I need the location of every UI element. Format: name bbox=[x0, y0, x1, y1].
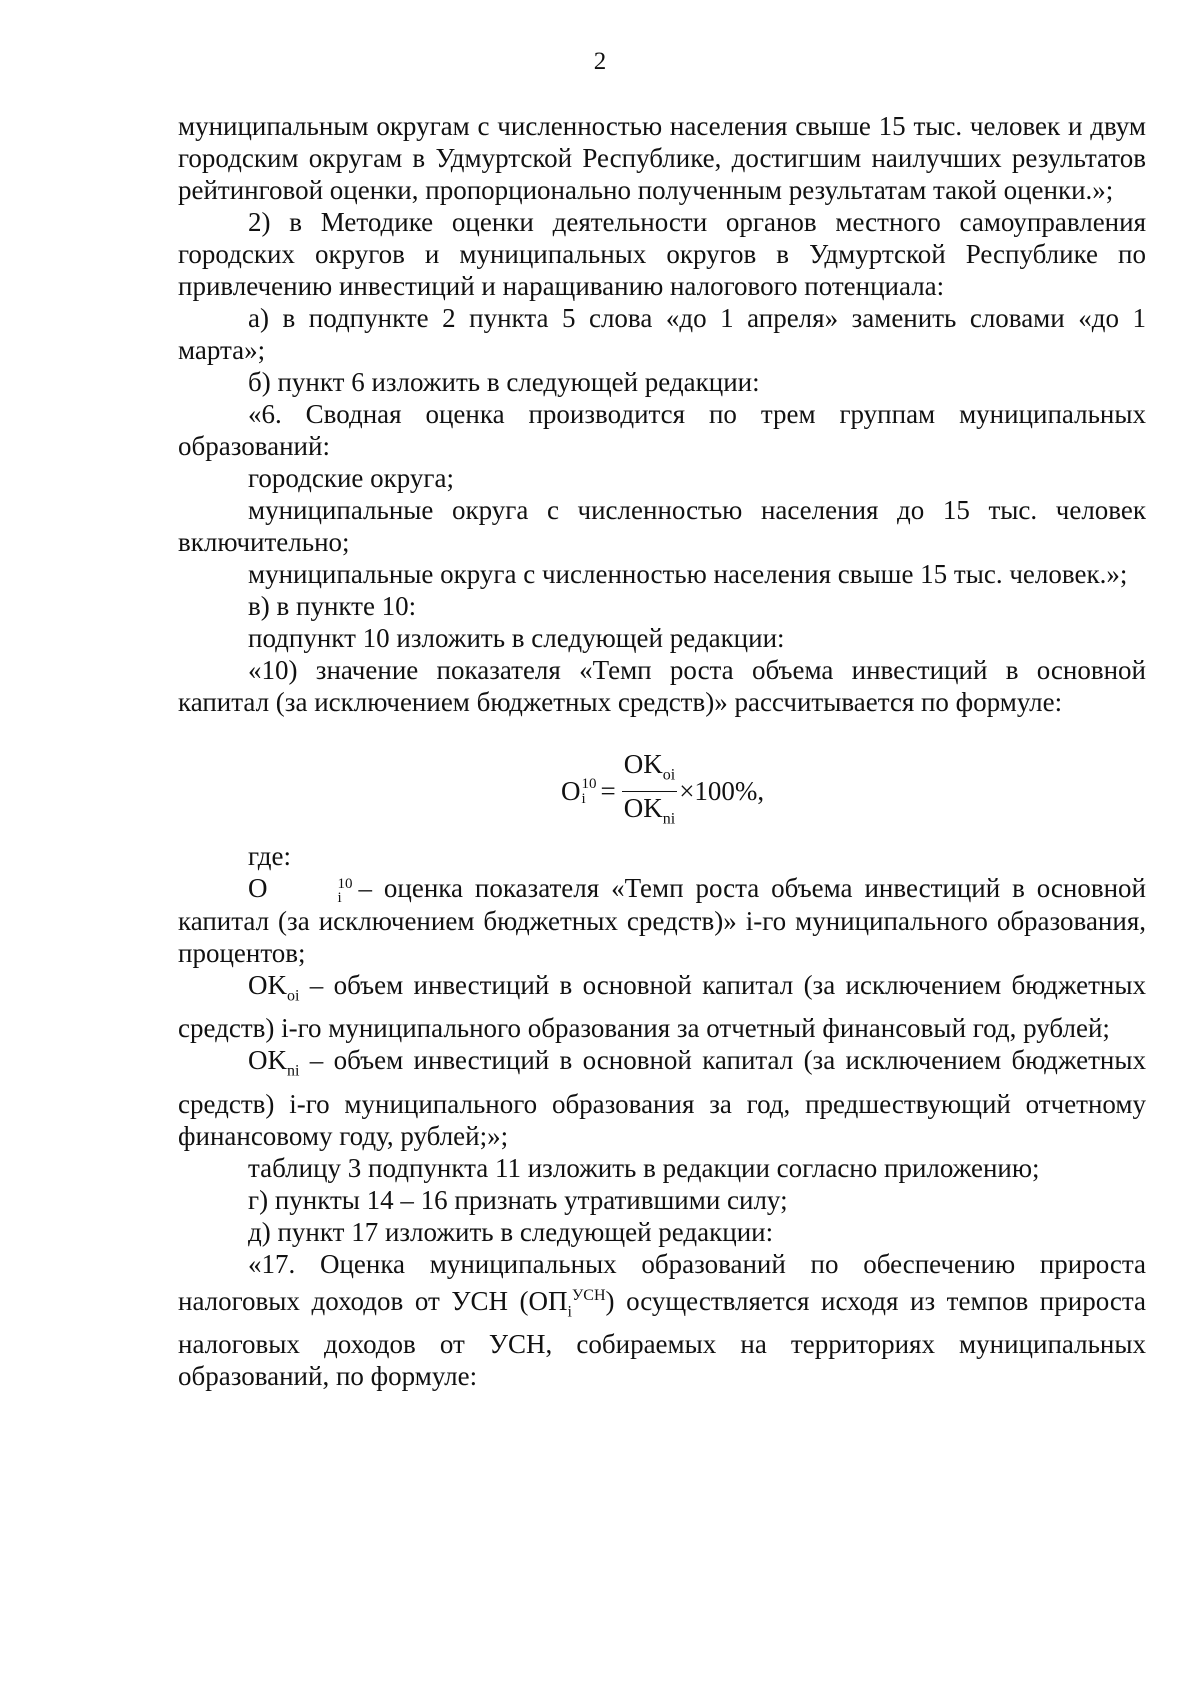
paragraph: а) в подпункте 2 пункта 5 слова «до 1 апреля» заменить словами «до 1 марта»; bbox=[178, 303, 1146, 365]
paragraph-17: «17. Оценка муниципальных образований по обеспечению прироста налоговых доходов от УСН $(ОП_i^{УСН})$ осуществляется исходя из темпов прироста налоговых доходов от УСН, собираемых на территориях муниципальных образований, по формуле: bbox=[178, 1248, 1146, 1391]
definition-2: $OK_{oi}$ – объем инвестиций в основной капитал (за исключением бюджетных средств) i-го муниципального образования за отчетный финансовый год, рублей; bbox=[178, 969, 1146, 1044]
where-label: где: bbox=[248, 841, 291, 871]
paragraph: б) пункт 6 изложить в следующей редакции: bbox=[248, 367, 760, 397]
definition-3: $OK_{ni}$ – объем инвестиций в основной капитал (за исключением бюджетных средств) i-го муниципального образования за год, предшествующий отчетному финансовому году, рублей;»; bbox=[178, 1045, 1146, 1151]
formula-tail: ×100%, bbox=[679, 776, 765, 807]
formula-fraction: $\frac{OK_{oi}}{OK_{ni}}$ bbox=[623, 749, 676, 828]
paragraph: городские округа; bbox=[248, 463, 454, 493]
paragraph: муниципальные округа с численностью населения свыше 15 тыс. человек.»; bbox=[248, 559, 1128, 589]
formula-lhs: O 10 i bbox=[561, 775, 597, 807]
paragraph: д) пункт 17 изложить в следующей редакции: bbox=[248, 1216, 774, 1247]
formula-equals: = bbox=[600, 776, 616, 807]
paragraph: подпункт 10 изложить в следующей редакции: bbox=[248, 623, 785, 653]
document-body bbox=[178, 110, 1146, 1392]
paragraph: «10) значение показателя «Темп роста объема инвестиций в основной капитал (за исключением бюджетных средств)» рассчитывается по формуле: bbox=[178, 655, 1146, 717]
paragraph: 2) в Методике оценки деятельности органов местного самоуправления городских округов и муниципальных округов в Удмуртской Республике по привлечению инвестиций и наращиванию налогового потенциала: bbox=[178, 207, 1146, 301]
paragraph: г) пункты 14 – 16 признать утратившими силу; bbox=[248, 1184, 788, 1215]
paragraph: муниципальные округа с численностью населения до 15 тыс. человек включительно; bbox=[178, 495, 1146, 557]
formula bbox=[561, 748, 764, 836]
paragraph: «6. Сводная оценка производится по трем группам муниципальных образований: bbox=[178, 399, 1146, 461]
paragraph: в) в пункте 10: bbox=[248, 591, 417, 621]
formula-block bbox=[178, 718, 1146, 840]
paragraph: таблицу 3 подпункта 11 изложить в редакции согласно приложению; bbox=[248, 1152, 1040, 1183]
page-number: 2 bbox=[593, 48, 607, 75]
definition-1: O 10 i – оценка показателя «Темп роста объема инвестиций в основной капитал (за исключением бюджетных средств)» i-го муниципального образования, процентов; bbox=[178, 873, 1146, 968]
paragraph: муниципальным округам с численностью населения свыше 15 тыс. человек и двум городским округам в Удмуртской Республике, достигшим наилучших результатов рейтинговой оценки, пропорционально полученным результатам такой оценки.»; bbox=[178, 111, 1146, 205]
